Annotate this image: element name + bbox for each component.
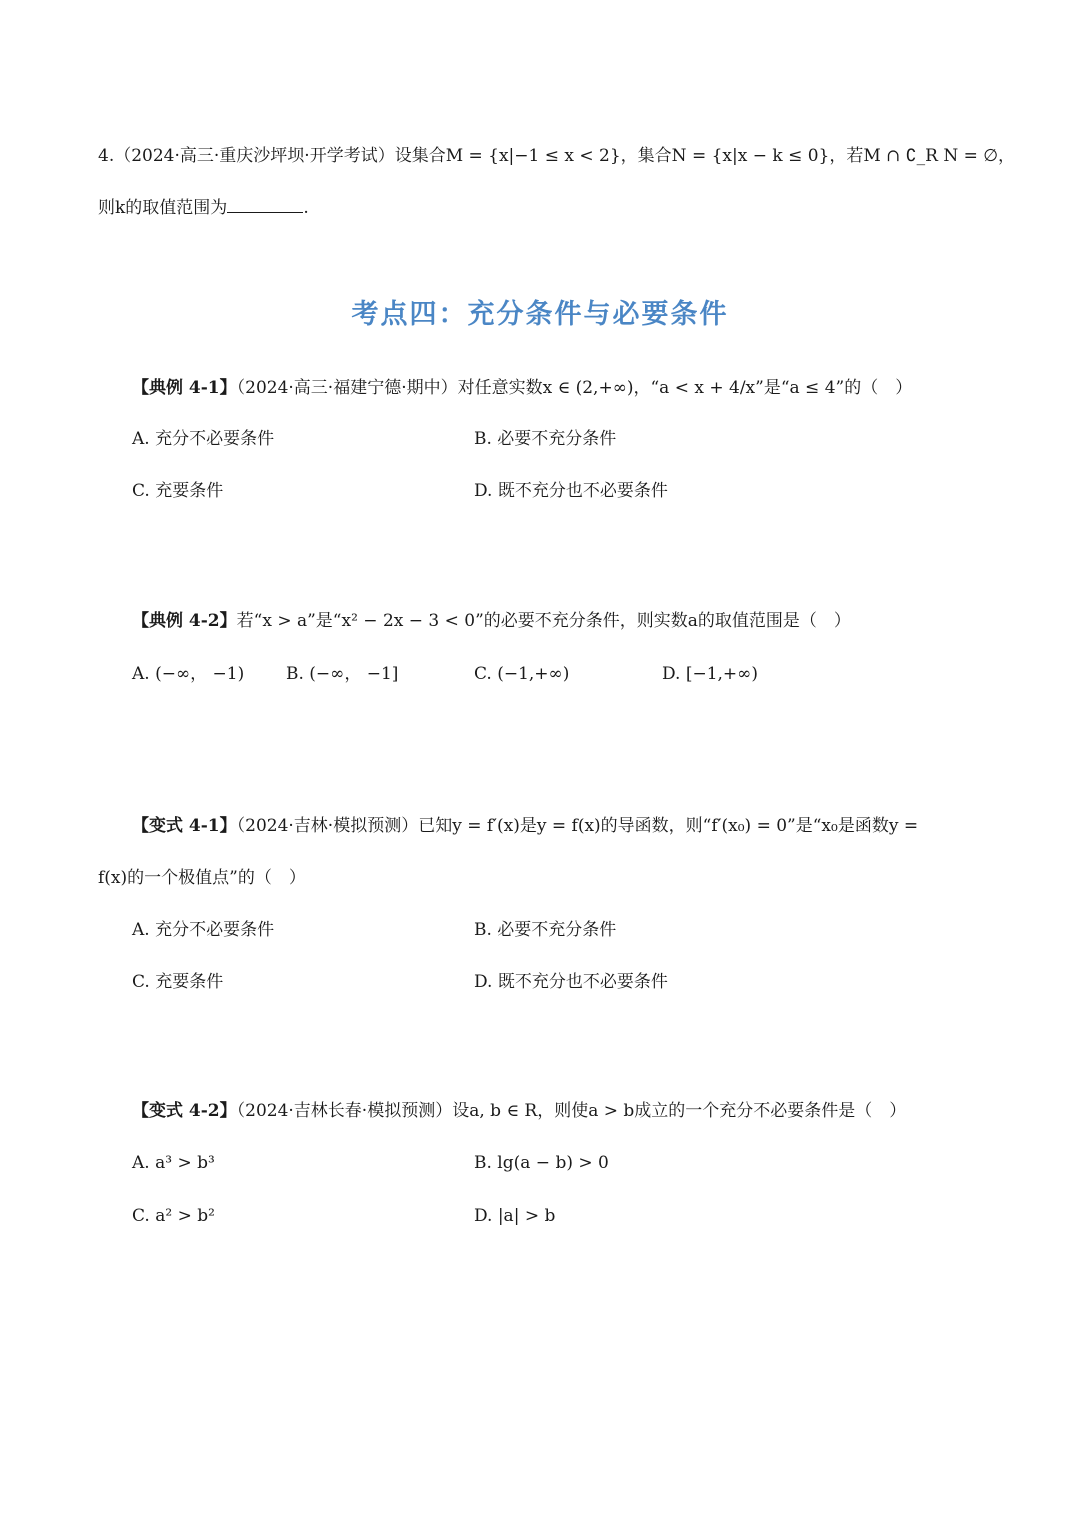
variant-4-2-text: （2024·吉林长春·模拟预测）设a, b ∈ R，则使a > b成立的一个充分不必要条件是（ ） [236,1101,907,1121]
variant-4-1-option-b[interactable]: B. 必要不充分条件 [474,920,617,940]
variant-4-2-option-a[interactable]: A. a³ > b³ [132,1153,215,1173]
example-4-2-text: 若“x > a”是“x² − 2x − 3 < 0”的必要不充分条件，则实数a的取值范围是（ ） [236,611,851,631]
variant-4-1-option-d[interactable]: D. 既不充分也不必要条件 [474,972,668,992]
variant-4-1-stem [132,814,918,838]
example-4-2-stem [132,609,851,633]
variant-4-1-option-c[interactable]: C. 充要条件 [132,972,224,992]
example-4-2-tag: 【典例 4-2】 [132,611,237,631]
variant-4-1-tag: 【变式 4-1】 [132,816,237,836]
example-4-1-option-c[interactable]: C. 充要条件 [132,481,224,501]
variant-4-2-tag: 【变式 4-2】 [132,1101,237,1121]
example-4-2-option-a[interactable]: A. (−∞， −1) [132,664,245,684]
example-4-1-option-b[interactable]: B. 必要不充分条件 [474,429,617,449]
variant-4-2-option-c[interactable]: C. a² > b² [132,1206,215,1226]
q4-line-1: 4.（2024·高三·重庆沙坪坝·开学考试）设集合M = {x|−1 ≤ x < 2}，集合N = {x|x − k ≤ 0}，若M ∩ ∁_R N = ∅， [98,146,1016,166]
q4-line-2-text: 则k的取值范围为 [98,198,228,218]
variant-4-1-text-1: （2024·吉林·模拟预测）已知y = f′(x)是y = f(x)的导函数，则“f′(x₀) = 0”是“x₀是函数y = [236,816,919,836]
example-4-2-option-b[interactable]: B. (−∞， −1] [286,664,399,684]
example-4-2-option-c[interactable]: C. (−1,+∞) [474,664,570,684]
example-4-2-option-d[interactable]: D. [−1,+∞) [662,664,758,684]
variant-4-2-stem [132,1099,906,1123]
example-4-1-option-d[interactable]: D. 既不充分也不必要条件 [474,481,668,501]
variant-4-1-option-a[interactable]: A. 充分不必要条件 [132,920,275,940]
section-title: 考点四：充分条件与必要条件 [351,299,729,330]
example-4-1-stem [132,376,912,400]
example-4-1-text: （2024·高三·福建宁德·期中）对任意实数x ∈ (2,+∞)，“a < x + 4/x”是“a ≤ 4”的（ ） [236,378,913,398]
example-4-1-option-a[interactable]: A. 充分不必要条件 [132,429,275,449]
example-4-1-tag: 【典例 4-1】 [132,378,237,398]
answer-blank[interactable] [227,196,303,213]
variant-4-1-text-2: f(x)的一个极值点”的（ ） [98,868,306,888]
q4-line-2 [98,196,309,220]
variant-4-2-option-b[interactable]: B. lg(a − b) > 0 [474,1153,609,1173]
variant-4-2-option-d[interactable]: D. |a| > b [474,1206,556,1226]
q4-line-2-end: . [303,198,309,218]
